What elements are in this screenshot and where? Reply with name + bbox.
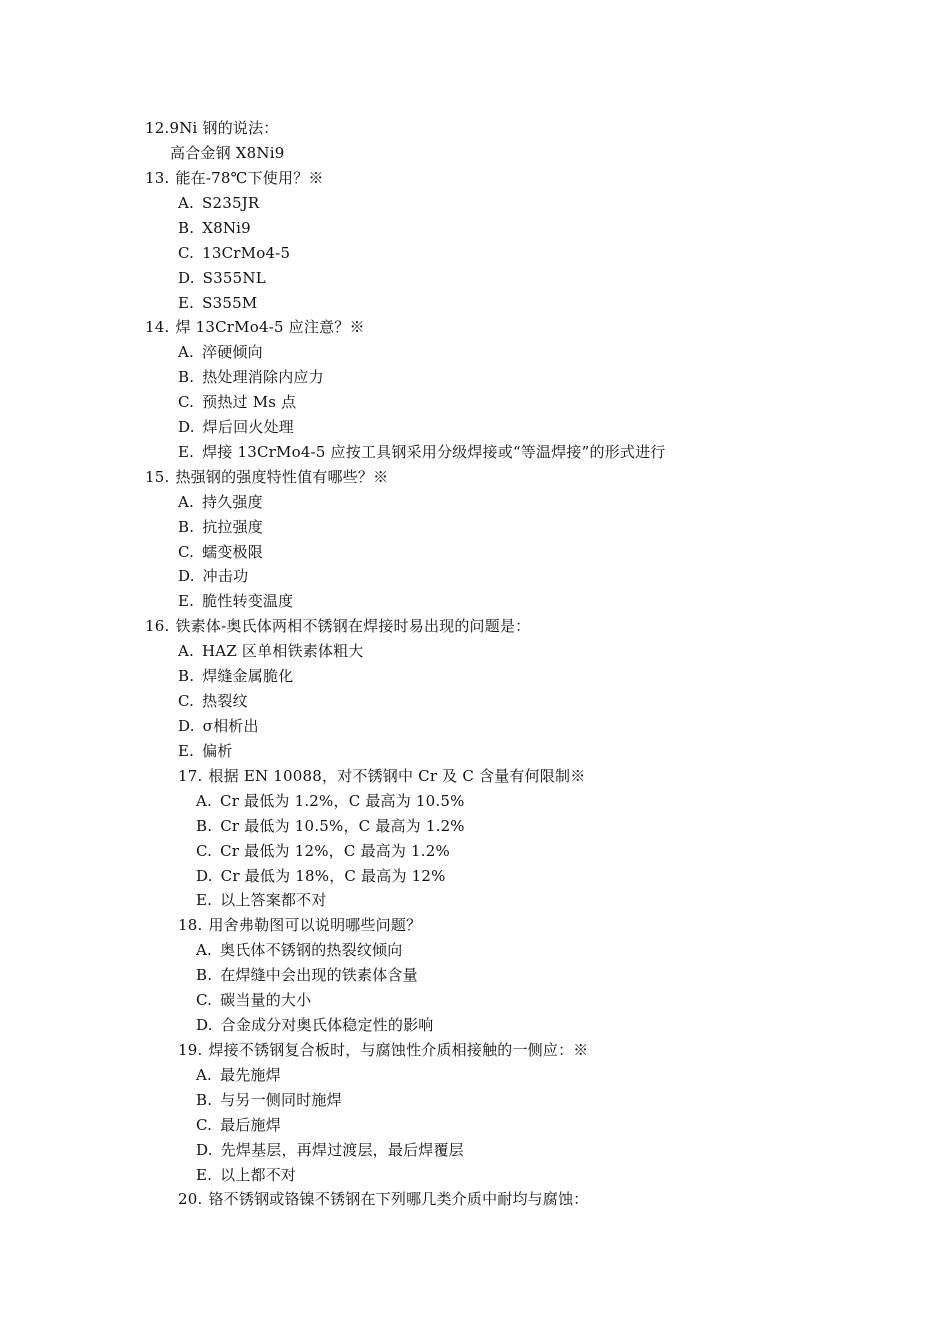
option-e — [178, 591, 293, 611]
option-text: 预热过 Ms 点 — [202, 393, 297, 411]
option-label: D. — [178, 418, 195, 436]
question-number: 14. — [145, 318, 170, 336]
option-text: 热裂纹 — [202, 692, 248, 710]
question-text: 铁素体-奥氏体两相不锈钢在焊接时易出现的问题是： — [175, 617, 531, 635]
option-label: A. — [178, 493, 195, 511]
option-text: 焊后回火处理 — [202, 418, 294, 436]
option-label: C. — [178, 244, 195, 262]
question-number: 12. — [145, 119, 170, 137]
option-c — [178, 542, 263, 562]
option-b — [178, 218, 251, 238]
question-number: 17. — [178, 767, 203, 785]
option-label: B. — [196, 817, 213, 835]
option-label: E. — [196, 1166, 213, 1184]
question-number: 15. — [145, 468, 170, 486]
option-text: 奥氏体不锈钢的热裂纹倾向 — [220, 941, 403, 959]
option-text: 持久强度 — [202, 493, 263, 511]
option-c — [178, 392, 296, 412]
option-label: C. — [196, 1116, 213, 1134]
option-label: C. — [178, 692, 195, 710]
option-text: 合金成分对奥氏体稳定性的影响 — [220, 1016, 434, 1034]
option-label: B. — [196, 966, 213, 984]
option-b — [196, 965, 418, 985]
question-text: 铬不锈钢或铬镍不锈钢在下列哪几类介质中耐均与腐蚀： — [208, 1190, 589, 1208]
option-text: 先焊基层，再焊过渡层，最后焊覆层 — [220, 1141, 464, 1159]
option-d — [178, 268, 266, 288]
option-d — [178, 566, 248, 586]
option-e — [196, 1165, 296, 1185]
option-d — [196, 1015, 433, 1035]
option-text: 焊接 13CrMo4-5 应按工具钢采用分级焊接或“等温焊接”的形式进行 — [202, 443, 666, 461]
option-label: A. — [196, 941, 213, 959]
option-d — [178, 417, 294, 437]
question-13 — [145, 168, 324, 188]
question-12 — [145, 118, 279, 138]
option-e — [178, 442, 665, 462]
option-text: 冲击功 — [202, 567, 249, 585]
option-text: 与另一侧同时施焊 — [220, 1091, 342, 1109]
option-d — [196, 1140, 464, 1160]
question-16 — [145, 616, 530, 636]
option-text: Cr 最低为 1.2%，C 最高为 10.5% — [220, 792, 465, 810]
option-text: Cr 最低为 12%，C 最高为 1.2% — [220, 842, 450, 860]
option-label: E. — [178, 294, 195, 312]
option-label: A. — [196, 1066, 213, 1084]
question-number: 13. — [145, 169, 170, 187]
option-text: σ相析出 — [202, 717, 259, 735]
option-c — [196, 841, 450, 861]
option-label: E. — [178, 592, 195, 610]
question-20 — [178, 1189, 588, 1209]
option-label: C. — [196, 842, 213, 860]
option-b — [178, 517, 263, 537]
option-e — [178, 741, 233, 761]
option-a — [196, 1065, 281, 1085]
option-label: C. — [196, 991, 213, 1009]
question-text: 焊 13CrMo4-5 应注意？※ — [175, 318, 365, 336]
question-19 — [178, 1040, 588, 1060]
option-text: 焊缝金属脆化 — [202, 667, 294, 685]
question-number: 20. — [178, 1190, 203, 1208]
question-text: 焊接不锈钢复合板时，与腐蚀性介质相接触的一侧应：※ — [208, 1041, 589, 1059]
question-12-note: 高合金钢 X8Ni9 — [170, 144, 285, 162]
question-18 — [178, 915, 421, 935]
option-label: B. — [196, 1091, 213, 1109]
option-text: HAZ 区单相铁素体粗大 — [202, 642, 364, 660]
option-text: Cr 最低为 10.5%，C 最高为 1.2% — [220, 817, 465, 835]
question-text: 9Ni 钢的说法： — [169, 119, 279, 137]
option-c — [178, 243, 290, 263]
question-number: 18. — [178, 916, 203, 934]
option-text: 在焊缝中会出现的铁素体含量 — [220, 966, 418, 984]
option-a — [178, 193, 259, 213]
option-label: C. — [178, 543, 195, 561]
option-b — [178, 666, 293, 686]
option-a — [196, 791, 465, 811]
option-text: S235JR — [202, 194, 260, 212]
question-17 — [178, 766, 585, 786]
option-label: B. — [178, 518, 195, 536]
option-text: S355NL — [202, 269, 266, 287]
option-label: E. — [196, 891, 213, 909]
option-text: 偏析 — [202, 742, 233, 760]
question-14 — [145, 317, 365, 337]
option-e — [196, 890, 327, 910]
question-number: 19. — [178, 1041, 203, 1059]
option-label: E. — [178, 742, 195, 760]
question-text: 热强钢的强度特性值有哪些？※ — [175, 468, 389, 486]
question-number: 16. — [145, 617, 170, 635]
option-label: A. — [196, 792, 213, 810]
option-text: 脆性转变温度 — [202, 592, 294, 610]
question-15 — [145, 467, 388, 487]
option-c — [196, 1115, 281, 1135]
option-text: 最先施焊 — [220, 1066, 281, 1084]
option-d — [196, 866, 446, 886]
option-text: S355M — [202, 294, 258, 312]
option-text: 蠕变极限 — [202, 543, 263, 561]
option-e — [178, 293, 257, 313]
option-d — [178, 716, 259, 736]
option-text: 抗拉强度 — [202, 518, 264, 536]
option-label: C. — [178, 393, 195, 411]
option-a — [178, 641, 364, 661]
question-text: 用舍弗勒图可以说明哪些问题？ — [208, 916, 422, 934]
option-label: D. — [196, 1141, 213, 1159]
option-label: D. — [196, 1016, 213, 1034]
option-b — [196, 816, 465, 836]
option-text: 13CrMo4-5 — [202, 244, 291, 262]
option-label: E. — [178, 443, 195, 461]
option-text: 淬硬倾向 — [202, 343, 263, 361]
option-text: 热处理消除内应力 — [202, 368, 324, 386]
option-text: X8Ni9 — [202, 219, 251, 237]
question-text: 根据 EN 10088，对不锈钢中 Cr 及 C 含量有何限制※ — [208, 767, 586, 785]
option-text: 最后施焊 — [220, 1116, 281, 1134]
option-label: A. — [178, 343, 195, 361]
option-label: D. — [178, 269, 195, 287]
option-c — [178, 691, 248, 711]
option-b — [196, 1090, 342, 1110]
option-label: D. — [178, 717, 195, 735]
option-a — [178, 492, 263, 512]
option-label: B. — [178, 219, 195, 237]
option-text: 以上答案都不对 — [220, 891, 327, 909]
option-label: D. — [178, 567, 195, 585]
option-label: A. — [178, 642, 195, 660]
option-b — [178, 367, 324, 387]
option-label: D. — [196, 867, 213, 885]
option-label: A. — [178, 194, 195, 212]
question-text: 能在-78℃下使用？※ — [175, 169, 324, 187]
option-a — [196, 940, 402, 960]
option-a — [178, 342, 263, 362]
option-text: 碳当量的大小 — [220, 991, 312, 1009]
option-c — [196, 990, 311, 1010]
option-text: Cr 最低为 18%，C 最高为 12% — [220, 867, 446, 885]
option-label: B. — [178, 368, 195, 386]
option-label: B. — [178, 667, 195, 685]
option-text: 以上都不对 — [220, 1166, 297, 1184]
